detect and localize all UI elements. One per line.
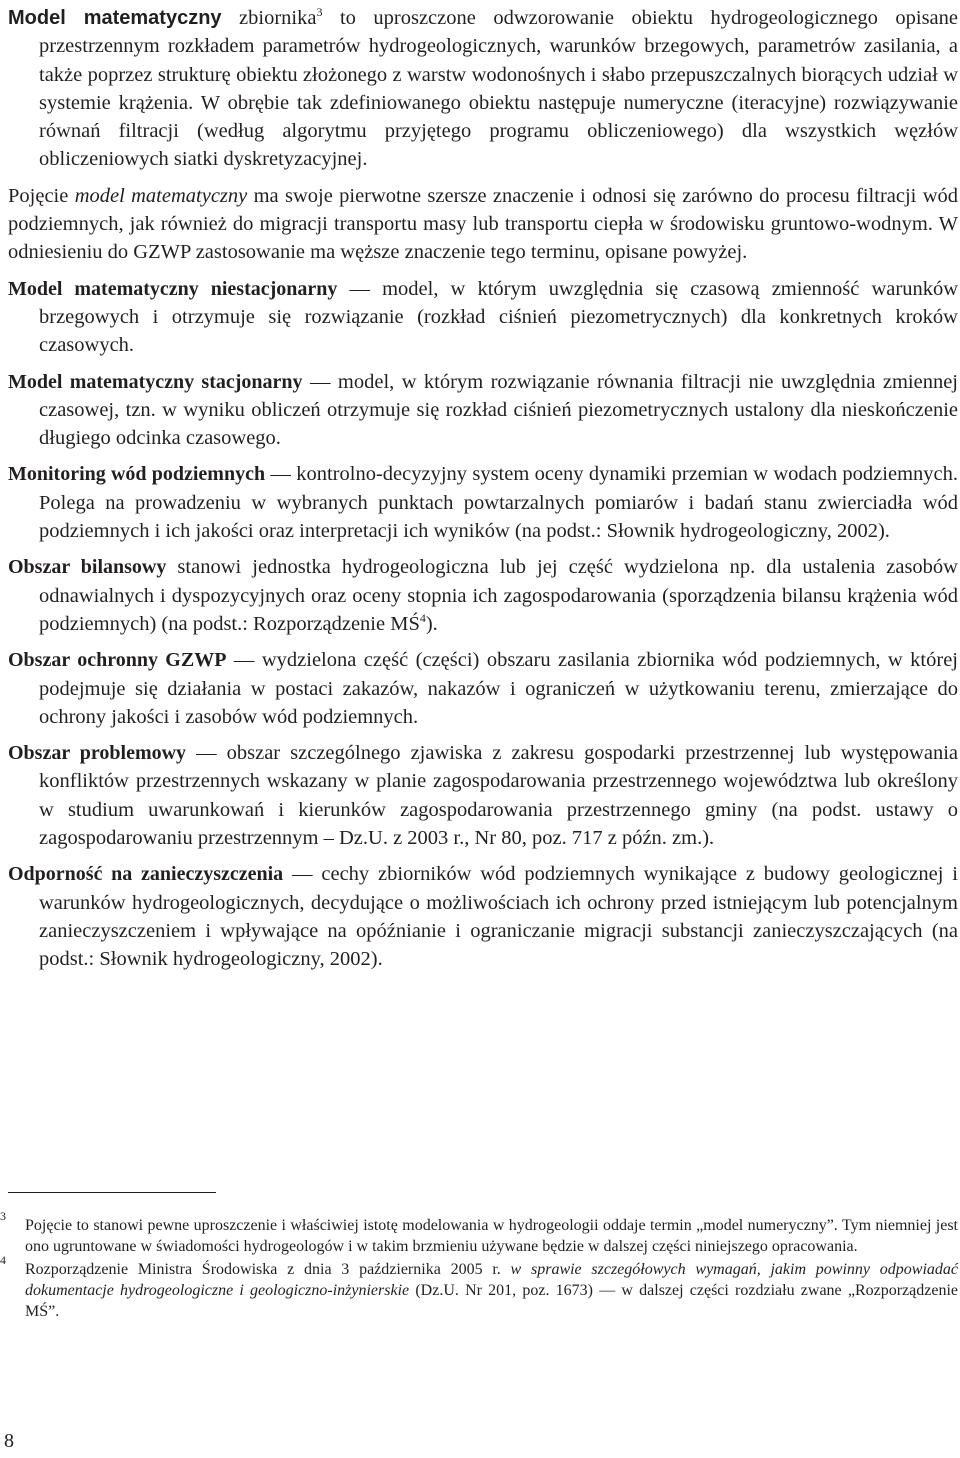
entry-italic-term: model matematyczny	[74, 184, 248, 207]
glossary-entry-model-stacjonarny	[8, 368, 958, 453]
glossary-page	[8, 4, 958, 982]
entry-definition: — kontrolno-decyzyjny system oceny dynamiki przemian w wodach podziemnych. Polega na prowadzeniu w wybranych punktach powtarzalnych pomiarów i badań stanu zwierciadła wód podziemnych i ich jakości oraz interpretacji ich wyników (na podst.: Słownik hydrogeologiczny, 2002).	[39, 463, 958, 543]
footnote-text: Rozporządzenie Ministra Środowiska z dnia 3 października 2005 r.	[25, 1261, 511, 1278]
footnote-ref-3[interactable]: 3	[316, 5, 323, 19]
entry-term: Monitoring wód podziemnych	[8, 463, 266, 486]
entry-term: Odporność na zanieczyszczenia	[8, 863, 284, 886]
footnote-number: 4	[0, 1253, 6, 1267]
footnote-italic-text: w sprawie szczegółowych wymagań, jakim powinny odpowiadać dokumentacje hydrogeologiczne i geologiczno-inżynierskie	[25, 1261, 958, 1299]
page-number: 8	[4, 1430, 14, 1452]
entry-definition: — model, w którym uwzględnia się czasową zmienność warunków brzegowych i otrzymuje się rozwiązanie (rozkład ciśnień piezometrycznych) dla konkretnych kroków czasowych.	[39, 277, 958, 357]
entry-definition: — cechy zbiorników wód podziemnych wynikające z budowy geologicznej i warunków hydrogeologicznych, decydujące o możliwościach ich ochrony przed istniejącym lub potencjalnym zanieczyszczeniem i wpływające na opóźnianie i ograniczanie migracji substancji zanieczyszczających (na podst.: Słownik hydrogeologiczny, 2002).	[39, 863, 958, 971]
entry-definition: — model, w którym rozwiązanie równania filtracji nie uwzględnia zmiennej czasowej, tzn. w wyniku obliczeń otrzymuje się rozkład ciśnień piezometrycznych ustalony dla nieskończenie długiego odcinka czasowego.	[39, 370, 958, 450]
entry-pre: Pojęcie	[8, 184, 75, 207]
glossary-entry-obszar-bilansowy	[8, 553, 958, 638]
entry-term: Model matematyczny stacjonarny	[8, 370, 303, 393]
glossary-entry-odpornosc	[8, 860, 958, 973]
glossary-entry-model-matematyczny	[8, 4, 958, 174]
footnotes	[0, 1192, 958, 1324]
glossary-entry-model-niestacjonarny	[8, 275, 958, 360]
entry-definition: stanowi jednostka hydrogeologiczna lub jej część wydzielona np. dla ustalenia zasobów odnawialnych i dyspozycyjnych oraz oceny stopnia ich zagospodarowania (sporządzenia bilansu krążenia wód podziemnych) (na podst.: Rozporządzenie MŚ	[39, 556, 958, 635]
entry-definition: ma swoje pierwotne szersze znaczenie i odnosi się zarówno do procesu filtracji wód podziemnych, jak również do migracji transportu masy lub transportu ciepła w środowisku gruntowo-wodnym. W odniesieniu do GZWP zastosowanie ma węższe znaczenie tego terminu, opisane powyżej.	[8, 184, 958, 264]
entry-definition: — wydzielona część (części) obszaru zasilania zbiornika wód podziemnych, w której podejmuje się działania w postaci zakazów, nakazów i ograniczeń w użytkowaniu terenu, zmierzające do ochrony jakości i zasobów wód podziemnych.	[39, 649, 958, 728]
entry-term: Obszar problemowy	[8, 742, 187, 765]
footnote-ref-4[interactable]: 4	[419, 610, 426, 625]
entry-term: Model matematyczny	[8, 7, 222, 29]
footnote-number: 3	[0, 1209, 6, 1223]
entry-definition-end: ).	[425, 612, 438, 635]
glossary-entry-continuation	[8, 182, 958, 267]
entry-definition: — obszar szczególnego zjawiska z zakresu gospodarki przestrzennej lub występowania konfliktów przestrzennych wskazany w planie zagospodarowania przestrzennego województwa lub określony w studium uwarunkowań i kierunków zagospodarowania przestrzennego gminy (na podst. ustawy o zagospodarowaniu przestrzennym – Dz.U. z 2003 r., Nr 80, poz. 717 z późn. zm.).	[39, 742, 958, 850]
footnote-text-end: (Dz.U. Nr 201, poz. 1673) — w dalszej części rozdziału zwane „Rozporządzenie MŚ”.	[25, 1282, 958, 1320]
glossary-entry-obszar-problemowy	[8, 739, 958, 852]
glossary-entry-monitoring	[8, 460, 958, 545]
entry-term: Model matematyczny niestacjonarny	[8, 277, 338, 300]
footnote-3	[0, 1209, 958, 1257]
footnote-4	[0, 1253, 958, 1322]
footnote-divider	[8, 1192, 216, 1193]
entry-definition: to uproszczone odwzorowanie obiektu hydrogeologicznego opisane przestrzennym rozkładem parametrów hydrogeologicznych, warunków brzegowych, parametrów zasilania, a także poprzez strukturę obiektu złożonego z warstw wodonośnych i słabo przepuszczalnych biorących udział w systemie krążenia. W obrębie tak zdefiniowanego obiektu następuje numeryczne (iteracyjne) rozwiązywanie równań filtracji (według algorytmu przyjętego programu obliczeniowego) dla wszystkich węzłów obliczeniowych siatki dyskretyzacyjnej.	[39, 7, 958, 171]
footnote-text: Pojęcie to stanowi pewne uproszczenie i właściwiej istotę modelowania w hydrogeologii oddaje termin „model numeryczny”. Tym niemniej jest ono ugruntowane w świadomości hydrogeologów i w takim brzmieniu używane będzie w dalszej części niniejszego opracowania.	[25, 1217, 958, 1255]
entry-term: Obszar bilansowy	[8, 556, 167, 579]
glossary-entry-obszar-ochronny	[8, 646, 958, 731]
entry-term: Obszar ochronny GZWP	[8, 649, 227, 672]
entry-term-suffix: zbiornika	[221, 7, 317, 29]
